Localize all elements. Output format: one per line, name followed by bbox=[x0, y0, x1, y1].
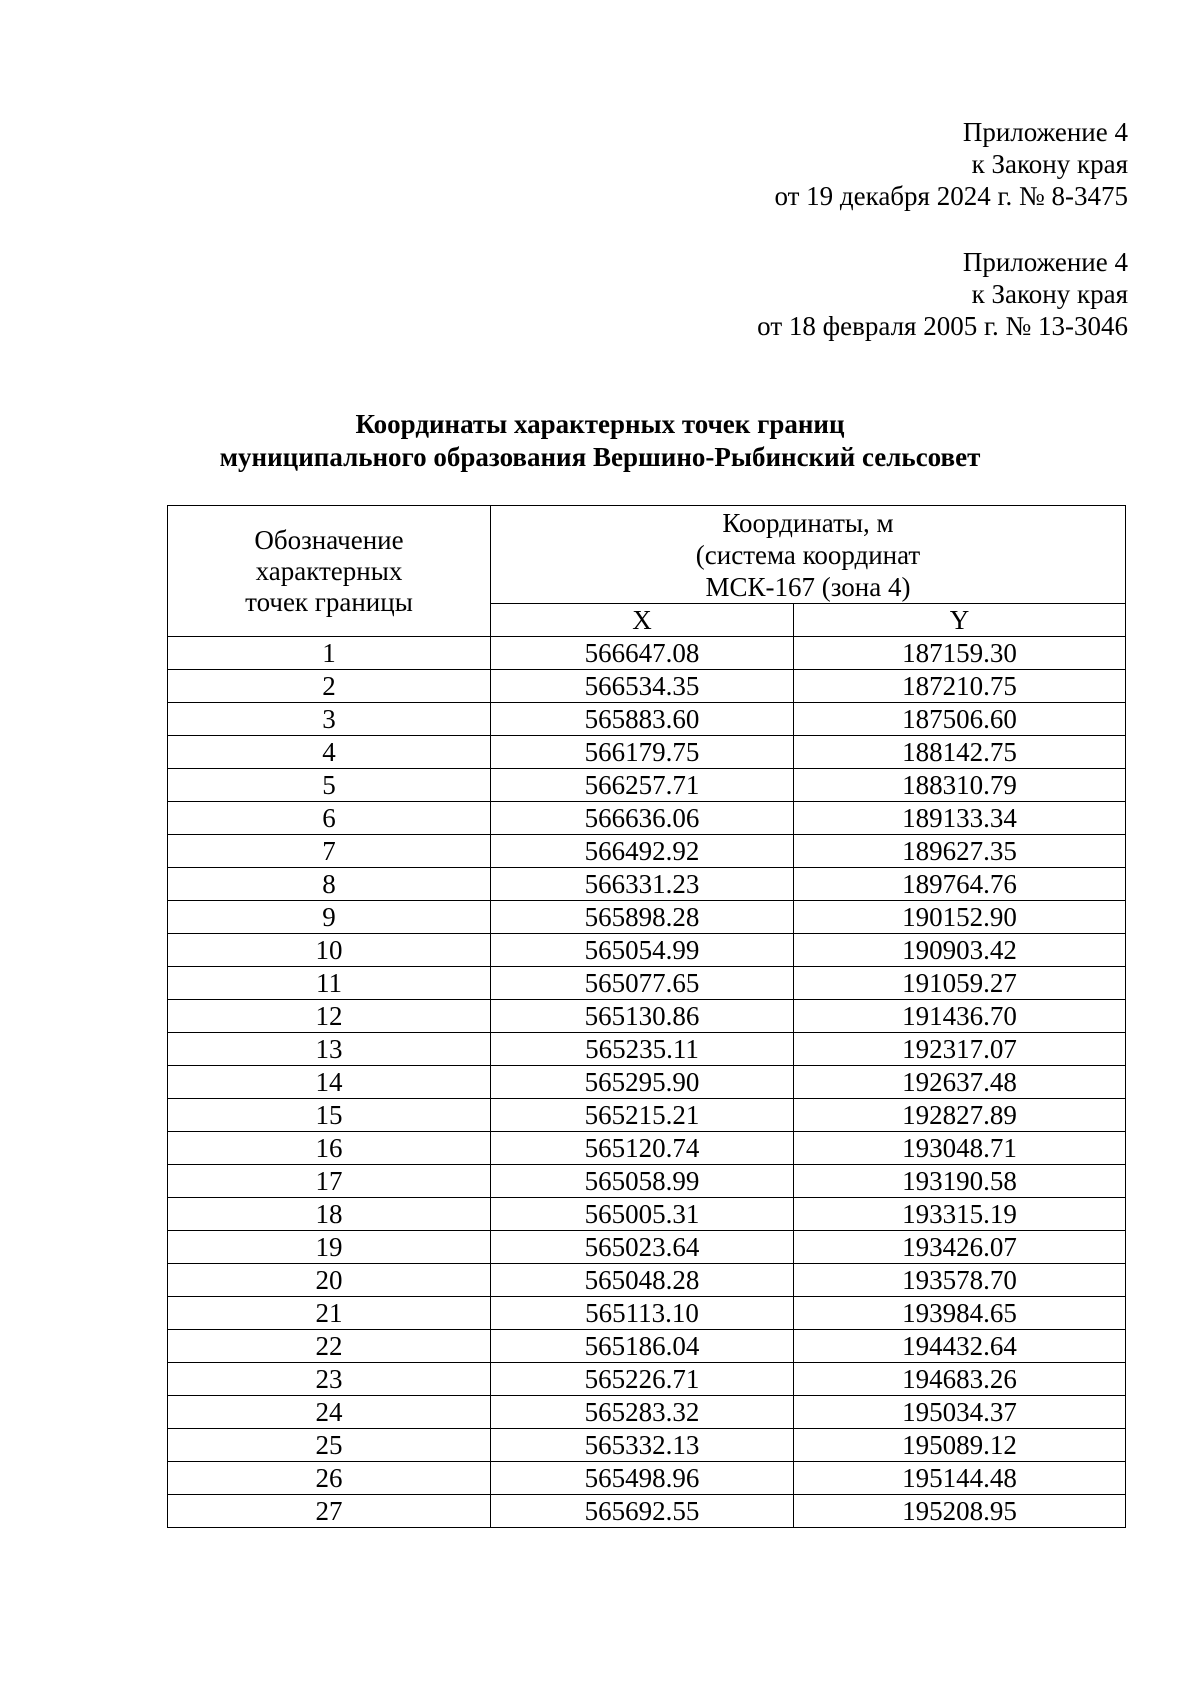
point-number-cell: 12 bbox=[168, 1000, 491, 1033]
y-coordinate-cell: 193190.58 bbox=[794, 1165, 1126, 1198]
y-coordinate-cell: 195034.37 bbox=[794, 1396, 1126, 1429]
point-number-cell: 6 bbox=[168, 802, 491, 835]
y-coordinate-cell: 189627.35 bbox=[794, 835, 1126, 868]
table-row bbox=[168, 1198, 1126, 1231]
point-number-cell: 10 bbox=[168, 934, 491, 967]
y-coordinate-cell: 195089.12 bbox=[794, 1429, 1126, 1462]
x-coordinate-cell: 565283.32 bbox=[491, 1396, 794, 1429]
y-column-header: Y bbox=[794, 604, 1126, 637]
table-row bbox=[168, 1495, 1126, 1528]
table-row bbox=[168, 1066, 1126, 1099]
x-coordinate-cell: 565692.55 bbox=[491, 1495, 794, 1528]
point-number-cell: 1 bbox=[168, 637, 491, 670]
table-row bbox=[168, 835, 1126, 868]
point-number-cell: 25 bbox=[168, 1429, 491, 1462]
table-row bbox=[168, 1231, 1126, 1264]
table-row bbox=[168, 934, 1126, 967]
point-number-cell: 15 bbox=[168, 1099, 491, 1132]
y-coordinate-cell: 187210.75 bbox=[794, 670, 1126, 703]
table-row bbox=[168, 1264, 1126, 1297]
table-row bbox=[168, 1165, 1126, 1198]
y-coordinate-cell: 193048.71 bbox=[794, 1132, 1126, 1165]
x-coordinate-cell: 566257.71 bbox=[491, 769, 794, 802]
appendix-law-ref: к Закону края bbox=[971, 279, 1128, 309]
x-coordinate-cell: 565898.28 bbox=[491, 901, 794, 934]
point-number-cell: 2 bbox=[168, 670, 491, 703]
table-row bbox=[168, 1462, 1126, 1495]
point-number-cell: 23 bbox=[168, 1363, 491, 1396]
table-row bbox=[168, 802, 1126, 835]
y-coordinate-cell: 192317.07 bbox=[794, 1033, 1126, 1066]
table-row bbox=[168, 1000, 1126, 1033]
table-row bbox=[168, 1429, 1126, 1462]
x-coordinate-cell: 566647.08 bbox=[491, 637, 794, 670]
y-coordinate-cell: 189133.34 bbox=[794, 802, 1126, 835]
x-coordinate-cell: 565235.11 bbox=[491, 1033, 794, 1066]
y-coordinate-cell: 191059.27 bbox=[794, 967, 1126, 1000]
y-coordinate-cell: 193984.65 bbox=[794, 1297, 1126, 1330]
point-number-cell: 4 bbox=[168, 736, 491, 769]
table-header-row bbox=[168, 506, 1126, 604]
appendix-number: Приложение 4 bbox=[962, 117, 1128, 147]
x-coordinate-cell: 565054.99 bbox=[491, 934, 794, 967]
point-designation-header: Обозначение характерных точек границы bbox=[168, 506, 491, 637]
x-coordinate-cell: 565883.60 bbox=[491, 703, 794, 736]
x-coordinate-cell: 565058.99 bbox=[491, 1165, 794, 1198]
table-row bbox=[168, 637, 1126, 670]
point-number-cell: 21 bbox=[168, 1297, 491, 1330]
x-coordinate-cell: 565120.74 bbox=[491, 1132, 794, 1165]
y-coordinate-cell: 187159.30 bbox=[794, 637, 1126, 670]
x-coordinate-cell: 565498.96 bbox=[491, 1462, 794, 1495]
y-coordinate-cell: 188310.79 bbox=[794, 769, 1126, 802]
table-row bbox=[168, 901, 1126, 934]
table-row bbox=[168, 1033, 1126, 1066]
point-number-cell: 7 bbox=[168, 835, 491, 868]
point-number-cell: 16 bbox=[168, 1132, 491, 1165]
table-row bbox=[168, 1363, 1126, 1396]
point-number-cell: 19 bbox=[168, 1231, 491, 1264]
point-number-cell: 8 bbox=[168, 868, 491, 901]
appendix-law-date: от 18 февраля 2005 г. № 13-3046 bbox=[757, 311, 1128, 341]
point-number-cell: 3 bbox=[168, 703, 491, 736]
x-coordinate-cell: 565023.64 bbox=[491, 1231, 794, 1264]
point-number-cell: 27 bbox=[168, 1495, 491, 1528]
x-coordinate-cell: 565186.04 bbox=[491, 1330, 794, 1363]
y-coordinate-cell: 190152.90 bbox=[794, 901, 1126, 934]
x-coordinate-cell: 565130.86 bbox=[491, 1000, 794, 1033]
y-coordinate-cell: 193315.19 bbox=[794, 1198, 1126, 1231]
x-coordinate-cell: 565077.65 bbox=[491, 967, 794, 1000]
table-row bbox=[168, 1330, 1126, 1363]
x-coordinate-cell: 565005.31 bbox=[491, 1198, 794, 1231]
table-row bbox=[168, 1099, 1126, 1132]
y-coordinate-cell: 194432.64 bbox=[794, 1330, 1126, 1363]
y-coordinate-cell: 187506.60 bbox=[794, 703, 1126, 736]
x-coordinate-cell: 566636.06 bbox=[491, 802, 794, 835]
table-row bbox=[168, 736, 1126, 769]
point-number-cell: 24 bbox=[168, 1396, 491, 1429]
point-number-cell: 11 bbox=[168, 967, 491, 1000]
point-number-cell: 18 bbox=[168, 1198, 491, 1231]
table-row bbox=[168, 1132, 1126, 1165]
table-row bbox=[168, 769, 1126, 802]
y-coordinate-cell: 191436.70 bbox=[794, 1000, 1126, 1033]
y-coordinate-cell: 193578.70 bbox=[794, 1264, 1126, 1297]
title-line-1: Координаты характерных точек границ bbox=[355, 409, 845, 439]
table-body bbox=[168, 637, 1126, 1528]
x-coordinate-cell: 566331.23 bbox=[491, 868, 794, 901]
y-coordinate-cell: 188142.75 bbox=[794, 736, 1126, 769]
title-line-2: муниципального образования Вершино-Рыбинский сельсовет bbox=[219, 442, 981, 472]
x-coordinate-cell: 565226.71 bbox=[491, 1363, 794, 1396]
point-number-cell: 14 bbox=[168, 1066, 491, 1099]
point-number-cell: 17 bbox=[168, 1165, 491, 1198]
document-title bbox=[0, 408, 1200, 474]
point-number-cell: 13 bbox=[168, 1033, 491, 1066]
point-number-cell: 20 bbox=[168, 1264, 491, 1297]
point-number-cell: 26 bbox=[168, 1462, 491, 1495]
point-number-cell: 5 bbox=[168, 769, 491, 802]
x-coordinate-cell: 565048.28 bbox=[491, 1264, 794, 1297]
y-coordinate-cell: 192637.48 bbox=[794, 1066, 1126, 1099]
x-coordinate-cell: 565295.90 bbox=[491, 1066, 794, 1099]
coordinates-table bbox=[167, 505, 1126, 1528]
table-row bbox=[168, 1297, 1126, 1330]
appendix-header-current bbox=[774, 116, 1128, 212]
table-row bbox=[168, 703, 1126, 736]
y-coordinate-cell: 193426.07 bbox=[794, 1231, 1126, 1264]
x-coordinate-cell: 566534.35 bbox=[491, 670, 794, 703]
y-coordinate-cell: 195208.95 bbox=[794, 1495, 1126, 1528]
point-number-cell: 9 bbox=[168, 901, 491, 934]
y-coordinate-cell: 194683.26 bbox=[794, 1363, 1126, 1396]
y-coordinate-cell: 190903.42 bbox=[794, 934, 1126, 967]
table-row bbox=[168, 1396, 1126, 1429]
coordinates-header: Координаты, м (система координат МСК-167 (зона 4) bbox=[491, 506, 1126, 604]
table-row bbox=[168, 670, 1126, 703]
appendix-law-date: от 19 декабря 2024 г. № 8-3475 bbox=[774, 181, 1128, 211]
x-coordinate-cell: 565332.13 bbox=[491, 1429, 794, 1462]
y-coordinate-cell: 195144.48 bbox=[794, 1462, 1126, 1495]
point-number-cell: 22 bbox=[168, 1330, 491, 1363]
x-column-header: X bbox=[491, 604, 794, 637]
y-coordinate-cell: 189764.76 bbox=[794, 868, 1126, 901]
appendix-header-original bbox=[757, 246, 1128, 342]
appendix-law-ref: к Закону края bbox=[971, 149, 1128, 179]
x-coordinate-cell: 565113.10 bbox=[491, 1297, 794, 1330]
y-coordinate-cell: 192827.89 bbox=[794, 1099, 1126, 1132]
table-row bbox=[168, 967, 1126, 1000]
table-row bbox=[168, 868, 1126, 901]
x-coordinate-cell: 566179.75 bbox=[491, 736, 794, 769]
x-coordinate-cell: 566492.92 bbox=[491, 835, 794, 868]
x-coordinate-cell: 565215.21 bbox=[491, 1099, 794, 1132]
appendix-number: Приложение 4 bbox=[962, 247, 1128, 277]
